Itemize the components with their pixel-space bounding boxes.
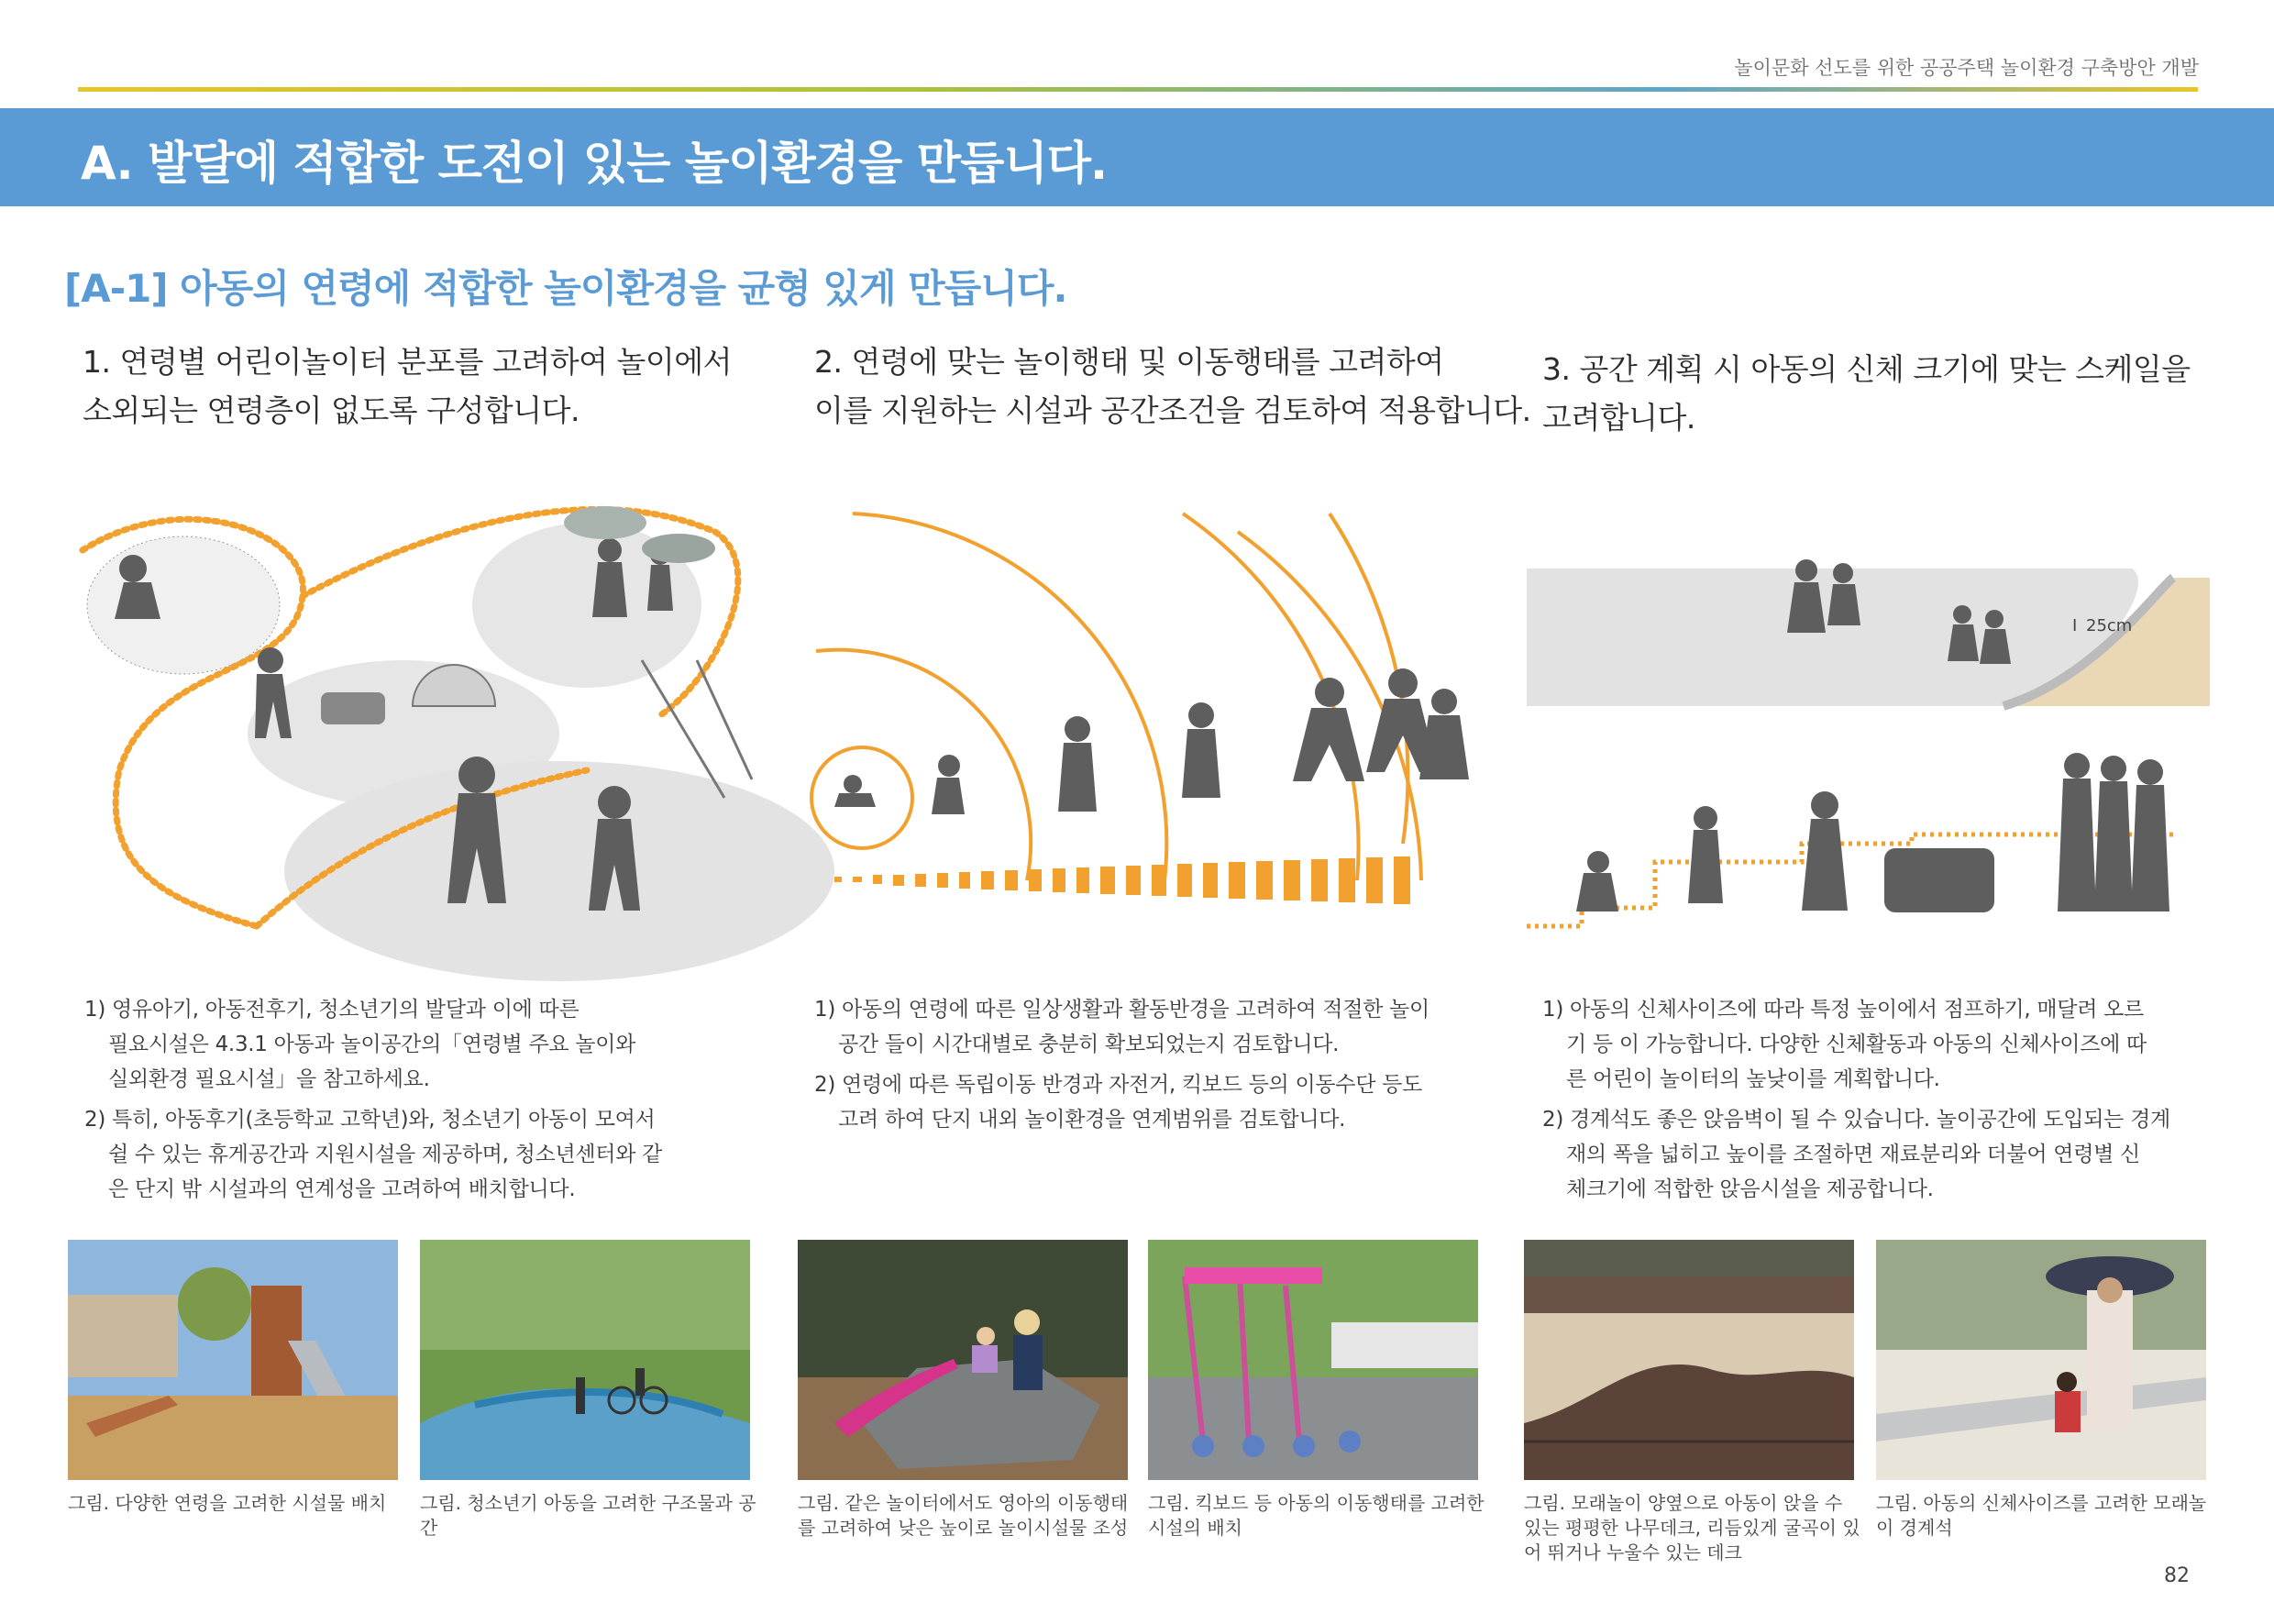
caption-photo-5: 그림. 모래놀이 양옆으로 아동이 앉을 수 있는 평평한 나무데크, 리듬있게 굴곡이 있어 뛰거나 누울수 있는 데크 (1524, 1492, 1860, 1563)
caption-photo-2: 그림. 청소년기 아동을 고려한 구조물과 공간 (420, 1492, 756, 1539)
photo-teen-structures (420, 1240, 750, 1480)
note-item: 1) 영유아기, 아동전후기, 청소년기의 발달과 이에 따른 필요시설은 4.3.1 아동과 놀이공간의「연령별 주요 놀이와 실외환경 필요시설」을 참고하세요. (84, 998, 636, 1091)
note-item: 2) 경계석도 좋은 앉음벽이 될 수 있습니다. 놀이공간에 도입되는 경계 재의 폭을 넓히고 높이를 조절하면 재료분리와 더불어 연령별 신 체크기에 적합한 앉음시설을 제공합니다. (1542, 1108, 2170, 1201)
note-item: 1) 아동의 연령에 따른 일상생활과 활동반경을 고려하여 적절한 놀이 공간 들이 시간대별로 충분히 확보되었는지 검토합니다. (814, 998, 1430, 1056)
column-1-notes (84, 992, 745, 1212)
photo-sand-border (1876, 1240, 2206, 1480)
column-2-notes (814, 992, 1474, 1143)
column-1-heading: 1. 연령별 어린이놀이터 분포를 고려하여 놀이에서 소외되는 연령층이 없도록 구성합니다. (83, 344, 732, 428)
photo-multi-age-facilities (68, 1240, 398, 1480)
caption-photo-3: 그림. 같은 놀이터에서도 영아의 이동행태를 고려하여 낮은 높이로 놀이시설물 조성 (798, 1492, 1129, 1539)
movement-radius-illustration (798, 495, 1495, 926)
note-item: 2) 특히, 아동후기(초등학교 고학년)와, 청소년기 아동이 모여서 쉴 수 있는 휴게공간과 지원시설을 제공하며, 청소년센터와 같 은 단지 밖 시설과의 연계성을 고려하여 배치합니다. (84, 1108, 663, 1201)
playground-distribution-illustration (73, 495, 770, 954)
running-head: 놀이문화 선도를 위한 공공주택 놀이환경 구축방안 개발 (1734, 57, 2199, 79)
body-scale-illustration (1527, 559, 2214, 945)
photo-toddler-rock (798, 1240, 1128, 1480)
column-3-heading: 3. 공간 계획 시 아동의 신체 크기에 맞는 스케일을 고려합니다. (1542, 351, 2191, 436)
caption-photo-6: 그림. 아동의 신체사이즈를 고려한 모래놀이 경계석 (1876, 1492, 2207, 1539)
note-item: 1) 아동의 신체사이즈에 따라 특정 높이에서 점프하기, 매달려 오르 기 등 이 가능합니다. 다양한 신체활동과 아동의 신체사이즈에 따 른 어린이 놀이터의 높낮이를 계획합니다. (1542, 998, 2147, 1091)
dimension-label: 25cm (2086, 616, 2133, 635)
page-number: 82 (2164, 1564, 2190, 1587)
column-3-notes (1542, 992, 2202, 1212)
svg-text:I: I (2072, 616, 2078, 635)
banner-title: A. 발달에 적합한 도전이 있는 놀이환경을 만듭니다. (81, 137, 1108, 190)
section-title: [A-1] 아동의 연령에 적합한 놀이환경을 균형 있게 만듭니다. (64, 266, 1067, 311)
photo-sand-deck (1524, 1240, 1854, 1480)
column-2-heading: 2. 연령에 맞는 놀이행태 및 이동행태를 고려하여 이를 지원하는 시설과 공간조건을 검토하여 적용합니다. (814, 344, 1531, 428)
note-item: 2) 연령에 따른 독립이동 반경과 자전거, 킥보드 등의 이동수단 등도 고려 하여 단지 내외 놀이환경을 연계범위를 검토합니다. (814, 1073, 1422, 1132)
photo-kickboards (1148, 1240, 1478, 1480)
gradient-divider (78, 87, 2198, 92)
caption-photo-4: 그림. 킥보드 등 아동의 이동행태를 고려한 시설의 배치 (1148, 1492, 1485, 1539)
caption-photo-1: 그림. 다양한 연령을 고려한 시설물 배치 (68, 1492, 387, 1514)
